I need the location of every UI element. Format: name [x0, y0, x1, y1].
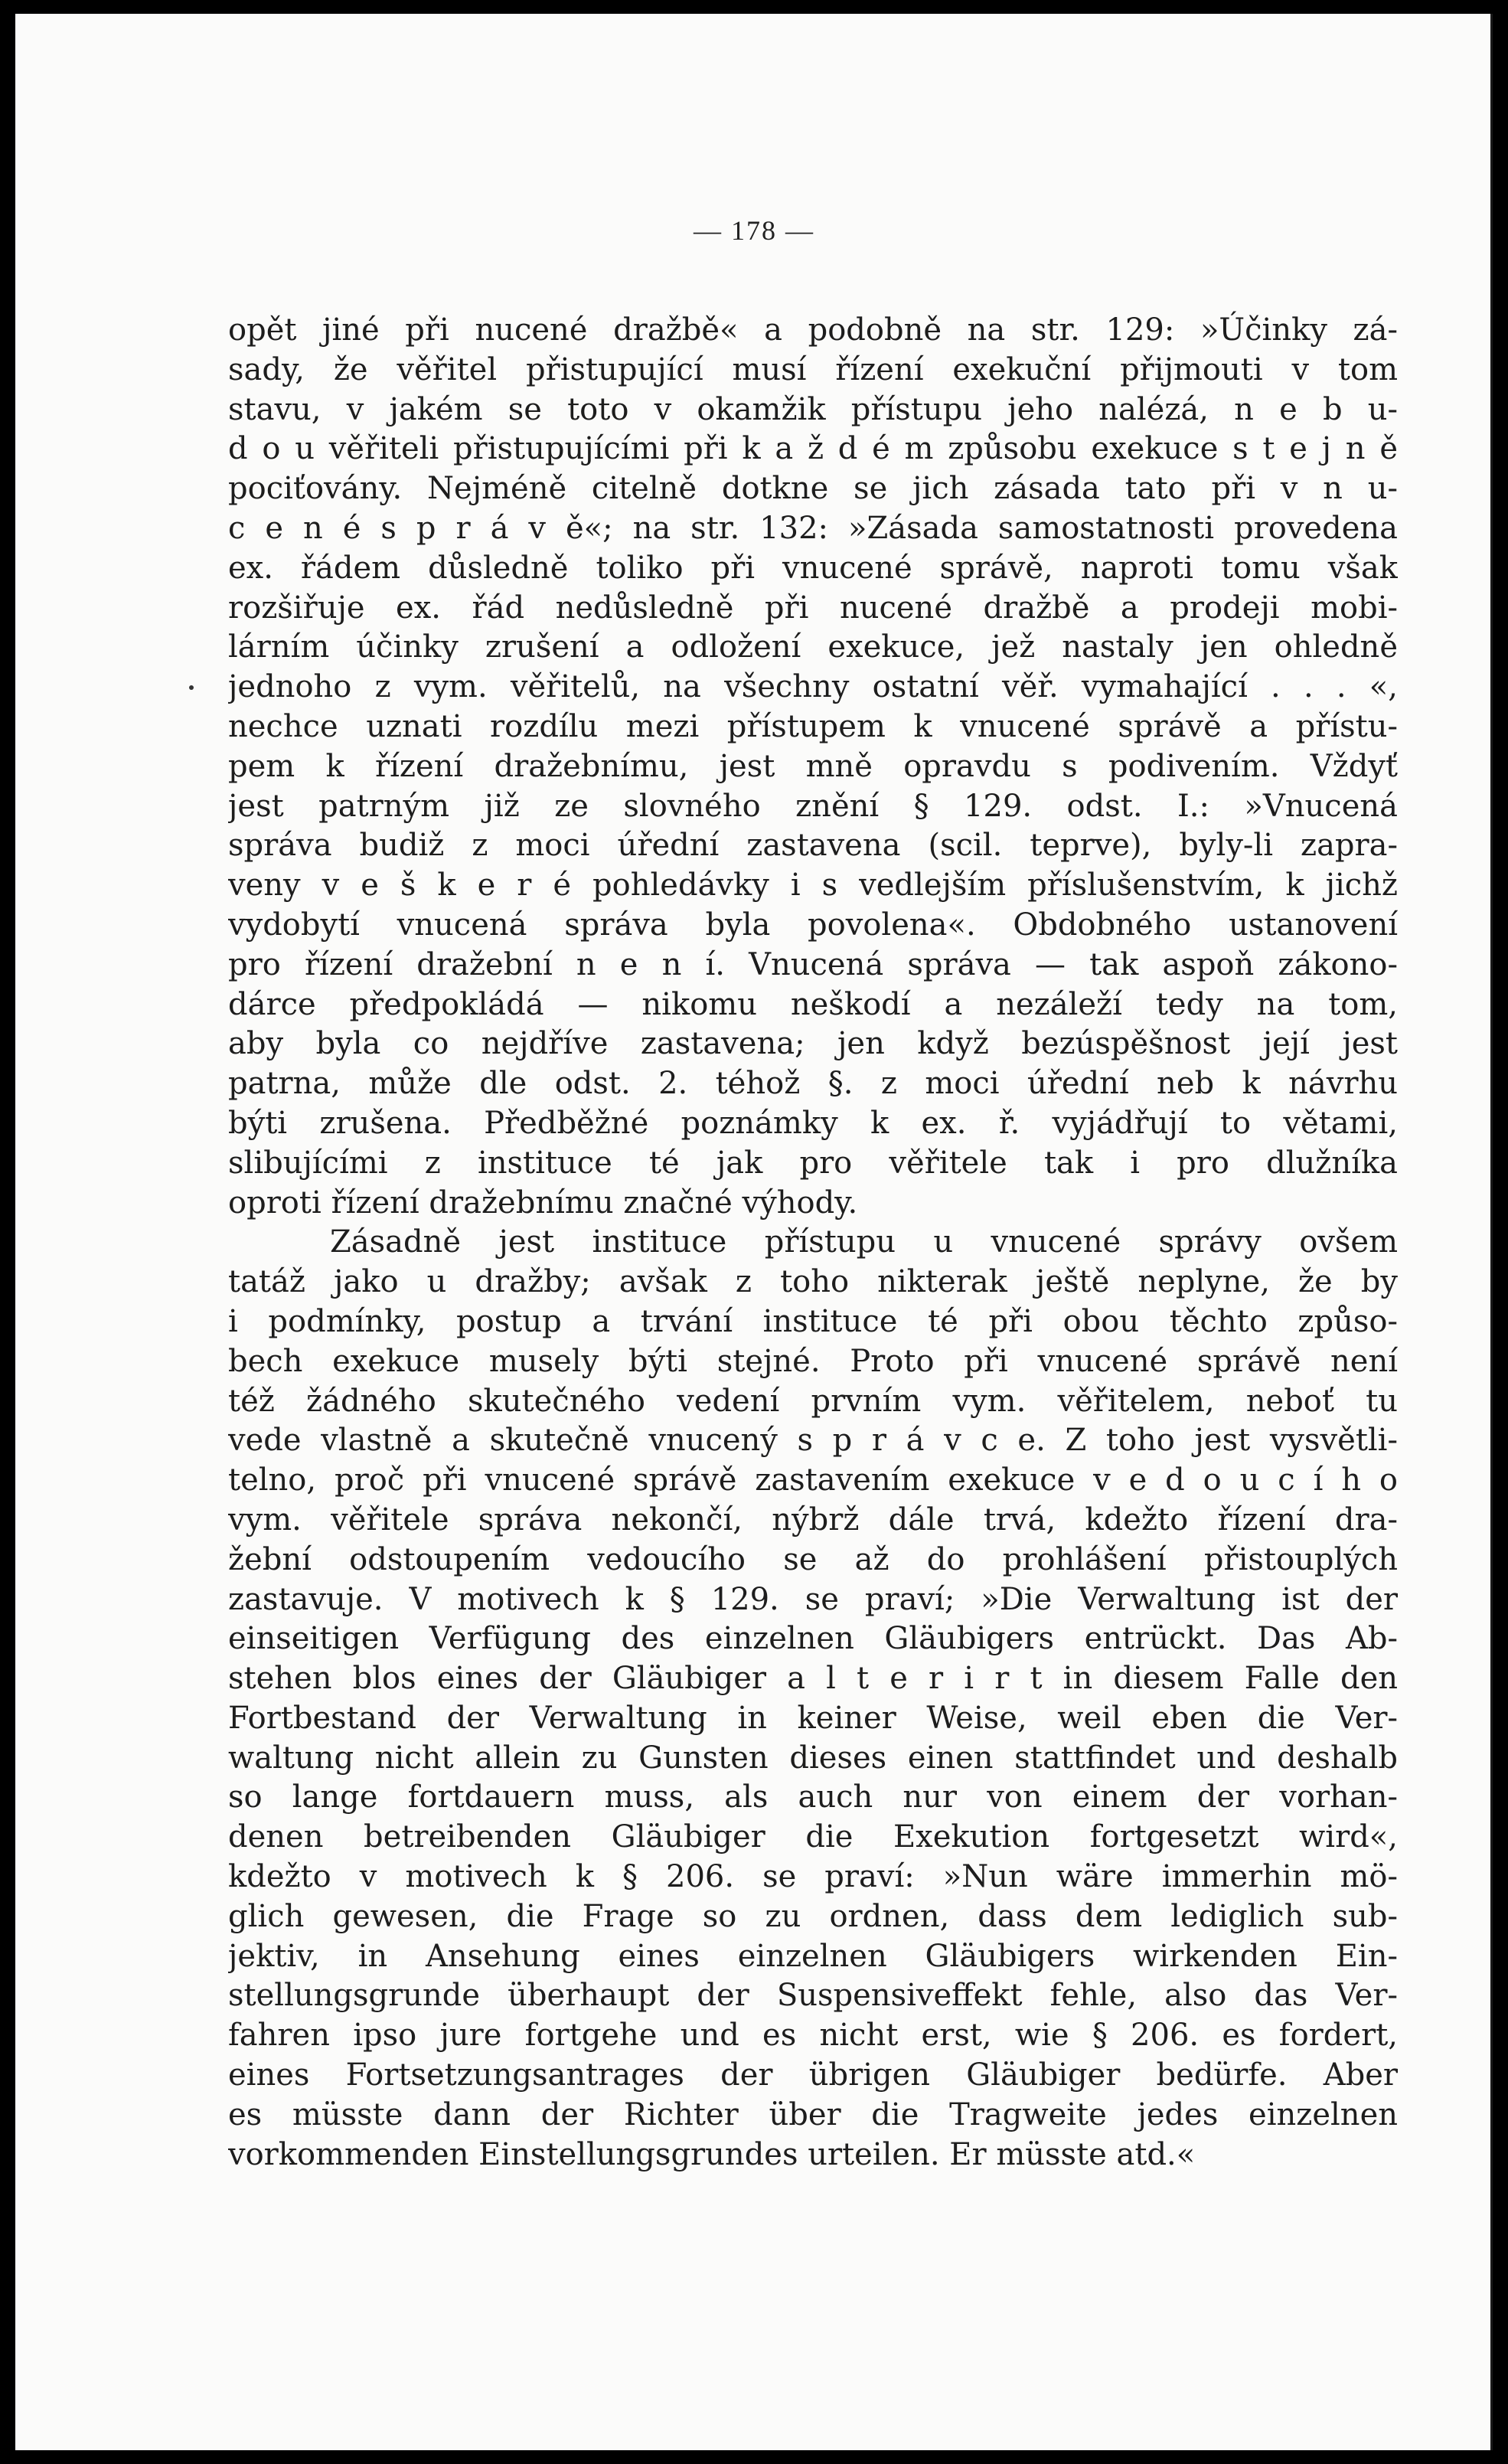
- text-line: stellungsgrunde überhaupt der Suspensiveffekt fehle, also das Ver-: [228, 1978, 1398, 2014]
- text-line: patrna, může dle odst. 2. téhož §. z moci úřední neb k návrhu: [228, 1066, 1398, 1102]
- text-line: glich gewesen, die Frage so zu ordnen, dass dem lediglich sub-: [228, 1898, 1398, 1934]
- text-line: telno, proč při vnucené správě zastavením exekuce v e d o u c í h o: [228, 1462, 1398, 1498]
- text-line: též žádného skutečného vedení prvním vym. věřitelem, neboť tu: [228, 1383, 1398, 1419]
- page-number: — 178 —: [694, 215, 814, 246]
- text-line: einseitigen Verfügung des einzelnen Gläubigers entrückt. Das Ab-: [228, 1621, 1398, 1657]
- text-line: pem k řízení dražebnímu, jest mně opravdu s podivením. Vždyť: [228, 748, 1398, 784]
- text-line: rozšiřuje ex. řád nedůsledně při nucené dražbě a prodeji mobi-: [228, 590, 1398, 626]
- text-line: stavu, v jakém se toto v okamžik přístupu jeho nalézá, n e b u-: [228, 391, 1398, 427]
- text-line: opět jiné při nucené dražbě« a podobně na str. 129: »Účinky zá-: [228, 312, 1398, 348]
- paragraph-start-line: Zásadně jest instituce přístupu u vnucené správy ovšem: [330, 1224, 1398, 1260]
- text-line: lárním účinky zrušení a odložení exekuce, jež nastaly jen ohledně: [228, 629, 1398, 665]
- text-line: vydobytí vnucená správa byla povolena«. Obdobného ustanovení: [228, 907, 1398, 943]
- margin-dot-mark: [189, 685, 194, 690]
- text-line: waltung nicht allein zu Gunsten dieses einen stattfindet und deshalb: [228, 1740, 1398, 1776]
- text-line: jektiv, in Ansehung eines einzelnen Gläubigers wirkenden Ein-: [228, 1938, 1398, 1974]
- text-line: ex. řádem důsledně toliko při vnucené správě, naproti tomu však: [228, 550, 1398, 586]
- text-line: kdežto v motivech k § 206. se praví: »Nun wäre immerhin mö-: [228, 1859, 1398, 1895]
- text-line: es müsste dann der Richter über die Tragweite jedes einzelnen: [228, 2096, 1398, 2132]
- text-line: nechce uznati rozdílu mezi přístupem k vnucené správě a přístu-: [228, 708, 1398, 744]
- text-line: vorkommenden Einstellungsgrundes urteilen. Er müsste atd.«: [228, 2136, 1196, 2172]
- text-line: býti zrušena. Předběžné poznámky k ex. ř. vyjádřují to větami,: [228, 1105, 1398, 1141]
- text-line: sady, že věřitel přistupující musí řízení exekuční přijmouti v tom: [228, 351, 1398, 387]
- text-line: c e n é s p r á v ě«; na str. 132: »Zásada samostatnosti provedena: [228, 510, 1398, 546]
- text-line: i podmínky, postup a trvání instituce té při obou těchto způso-: [228, 1303, 1398, 1339]
- text-line: správa budiž z moci úřední zastavena (scil. teprve), byly-li zapra-: [228, 828, 1398, 864]
- text-line: žební odstoupením vedoucího se až do prohlášení přistouplých: [228, 1541, 1398, 1577]
- text-line: slibujícími z instituce té jak pro věřitele tak i pro dlužníka: [228, 1145, 1398, 1181]
- text-line: Fortbestand der Verwaltung in keiner Weise, weil eben die Ver-: [228, 1700, 1398, 1736]
- text-line: fahren ipso jure fortgehe und es nicht erst, wie § 206. es fordert,: [228, 2018, 1398, 2054]
- text-line: pro řízení dražební n e n í. Vnucená správa — tak aspoň zákono-: [228, 946, 1398, 982]
- text-line: dárce předpokládá — nikomu neškodí a nezáleží tedy na tom,: [228, 986, 1398, 1022]
- paragraph-end-line: oproti řízení dražebnímu značné výhody.: [228, 1185, 858, 1221]
- text-line: stehen blos eines der Gläubiger a l t e r i r t in diesem Falle den: [228, 1661, 1398, 1697]
- body-text: [228, 311, 1398, 2175]
- text-line: jest patrným již ze slovného znění § 129. odst. I.: »Vnucená: [228, 788, 1398, 824]
- text-line: tatáž jako u dražby; avšak z toho nikterak ještě neplyne, že by: [228, 1264, 1398, 1300]
- text-line: so lange fortdauern muss, als auch nur von einem der vorhan-: [228, 1779, 1398, 1815]
- text-line: pociťovány. Nejméně citelně dotkne se jich zásada tato při v n u-: [228, 471, 1398, 507]
- text-line: zastavuje. V motivech k § 129. se praví; »Die Verwaltung ist der: [228, 1581, 1398, 1617]
- text-line: veny v e š k e r é pohledávky i s vedlejším příslušenstvím, k jichž: [228, 868, 1398, 904]
- text-line: eines Fortsetzungsantrages der übrigen Gläubiger bedürfe. Aber: [228, 2057, 1398, 2093]
- text-line: aby byla co nejdříve zastavena; jen když bezúspěšnost její jest: [228, 1026, 1398, 1062]
- text-line: jednoho z vym. věřitelů, na všechny ostatní věř. vymahající . . . «,: [228, 669, 1398, 705]
- book-page: [15, 14, 1493, 2450]
- text-line: bech exekuce musely býti stejné. Proto při vnucené správě není: [228, 1343, 1398, 1379]
- page-edge-shadow: [1490, 14, 1493, 2450]
- text-line: denen betreibenden Gläubiger die Exekution fortgesetzt wird«,: [228, 1819, 1398, 1855]
- text-line: vym. věřitele správa nekončí, nýbrž dále trvá, kdežto řízení dra-: [228, 1502, 1398, 1538]
- text-line: d o u věřiteli přistupujícími při k a ž d é m způsobu exekuce s t e j n ě: [228, 431, 1398, 467]
- text-line: vede vlastně a skutečně vnucený s p r á v c e. Z toho jest vysvětli-: [228, 1423, 1398, 1459]
